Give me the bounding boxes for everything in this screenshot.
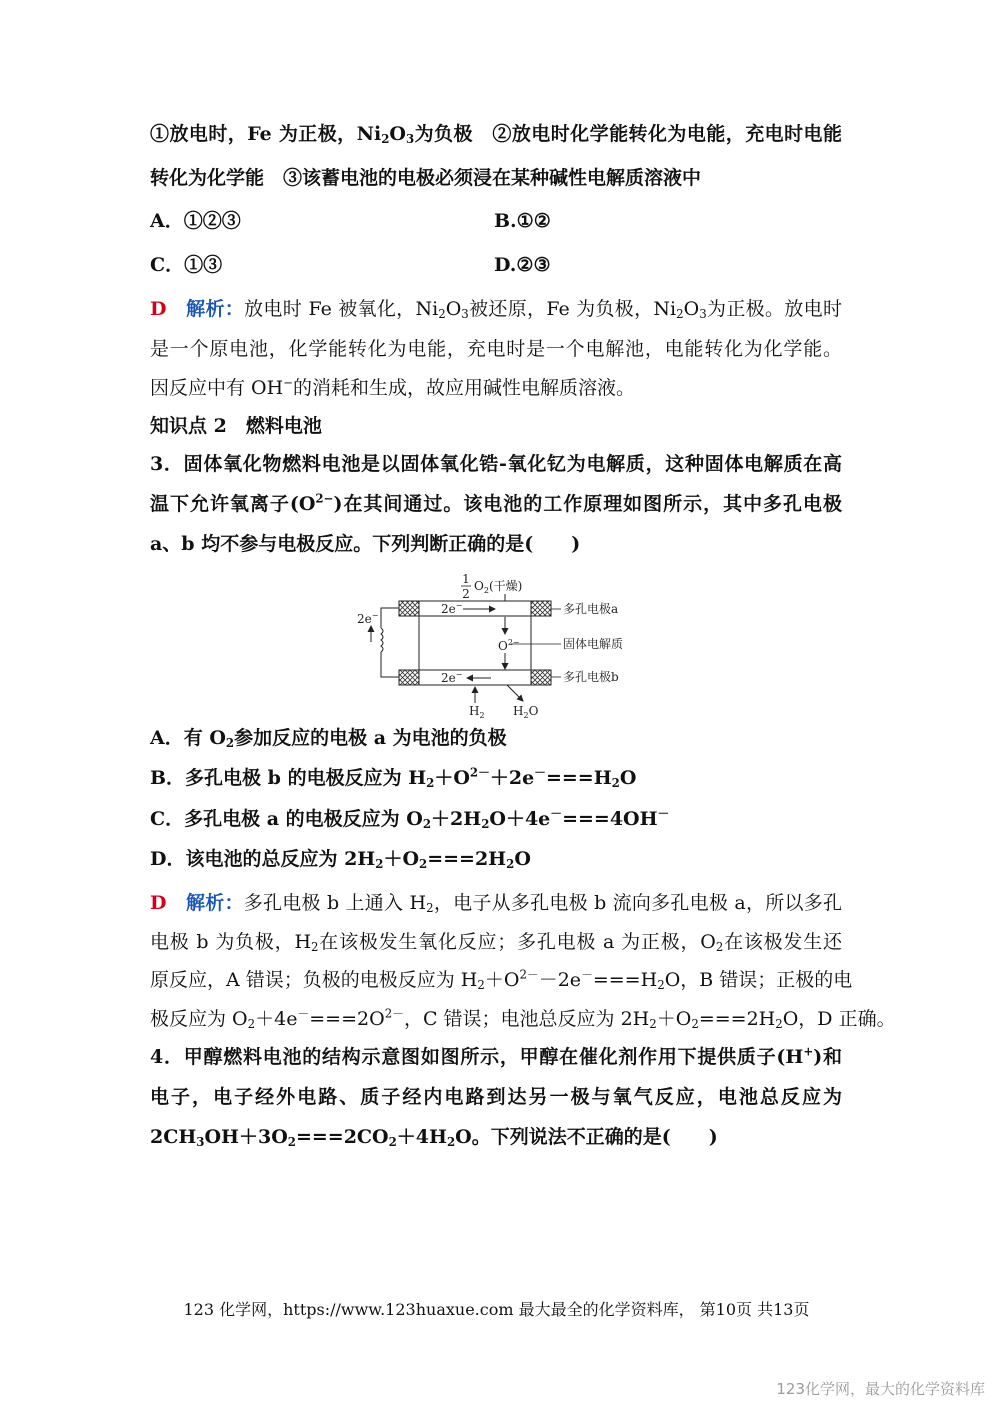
q2-options-row2 bbox=[150, 252, 842, 278]
page-footer: 123 化学网，https://www.123huaxue.com 最大最全的化学资料库， 第10页 共13页 bbox=[183, 1300, 810, 1319]
h2o-label: $H_2O$ bbox=[513, 704, 539, 720]
top-fraction-numerator: 1 bbox=[462, 572, 470, 586]
q2-option-d: D.②③ bbox=[494, 254, 551, 276]
q4-stem-line2: 电子，电子经外电路、质子经内电路到达另一极与氧气反应，电池总反应为 bbox=[150, 1086, 842, 1108]
q3-stem-line1: 3．固体氧化物燃料电池是以固体氧化锆-氧化钇为电解质，这种固体电解质在高 bbox=[150, 453, 842, 475]
electrode-b-left-block bbox=[399, 670, 419, 685]
q2-explanation-line2: 是一个原电池，化学能转化为电能，充电时是一个电解池，电能转化为化学能。 bbox=[150, 338, 842, 360]
q2-option-b: B.①② bbox=[494, 210, 551, 232]
q2-option-a: A．①②③ bbox=[150, 210, 241, 232]
q3-explanation-line2: 电极 b 为负极，$H_2$在该极发生氧化反应；多孔电极 a 为正极，$O_2$在该极发生还 bbox=[150, 931, 842, 954]
q3-explanation-line3: 原反应，A 错误；负极的电极反应为 $H_2+O^{2-}-2e^-===H_2O$，B 错误；正极的电 bbox=[150, 967, 853, 992]
electron-external-label: 2e− bbox=[357, 611, 379, 626]
q3-option-a: A．有 $O_2$参加反应的电极 a 为电池的负极 bbox=[150, 727, 507, 750]
q2-options-row1 bbox=[150, 208, 842, 234]
q2-statement-line2: 转化为化学能 ③该蓄电池的电极必须浸在某种碱性电解质溶液中 bbox=[150, 167, 702, 189]
electron-top-label: 2e− bbox=[441, 601, 463, 616]
watermark: 123化学网，最大的化学资料库 bbox=[776, 1380, 985, 1398]
oxide-ion-label: $O^{2-}$ bbox=[498, 638, 520, 653]
electrode-a-right-block bbox=[531, 601, 551, 616]
external-wire-bottom bbox=[381, 652, 399, 677]
q3-answer: D bbox=[150, 892, 167, 914]
h2o-outflow-arrow bbox=[507, 685, 523, 701]
q3-option-b: B．多孔电极 b 的电极反应为 $H_2+O^{2-}+2e^-===H_2O$ bbox=[150, 765, 637, 790]
q3-explanation-label: 解析： bbox=[186, 892, 244, 914]
section-heading: 知识点 2 燃料电池 bbox=[150, 415, 322, 437]
q3-explanation-line4: 极反应为 $O_2+4e^-===2O^{2-}$，C 错误；电池总反应为 $2H_2+O_2===2H_2O$，D 正确。 bbox=[150, 1006, 896, 1031]
fuel-cell-diagram bbox=[355, 570, 655, 720]
top-o2-label: $O_2$(干燥) bbox=[474, 579, 523, 595]
load-resistor bbox=[381, 628, 383, 652]
q3-option-c: C．多孔电极 a 的电极反应为 $O_2+2H_2O+4e^-===4OH^-$ bbox=[150, 806, 670, 831]
q3-option-d: D．该电池的总反应为 $2H_2+O_2===2H_2O$ bbox=[150, 848, 531, 871]
label-electrolyte: 固体电解质 bbox=[563, 637, 624, 651]
q2-explanation-label: 解析： bbox=[186, 298, 245, 320]
q2-statement-line1: ①放电时，Fe 为正极，$Ni_2O_3$为负极 ②放电时化学能转化为电能，充电时电能 bbox=[150, 123, 842, 146]
q2-explanation-line1: D 解析：放电时 Fe 被氧化，$Ni_2O_3$被还原，Fe 为负极，$Ni_2O_3$为正极。放电时 bbox=[150, 298, 842, 321]
top-fraction-denominator: 2 bbox=[462, 587, 470, 601]
q4-stem-line1: 4．甲醇燃料电池的结构示意图如图所示，甲醇在催化剂作用下提供质子(H+)和 bbox=[150, 1044, 842, 1068]
external-wire-top bbox=[381, 608, 399, 628]
q4-stem-line3: $2CH_3OH+3O_2===2CO_2+4H_2O$。下列说法不正确的是( ) bbox=[150, 1126, 718, 1149]
electrode-b-right-block bbox=[531, 670, 551, 685]
label-electrode-a: 多孔电极a bbox=[563, 602, 619, 616]
h2-label: $H_2$ bbox=[469, 704, 485, 720]
q2-explanation-line3: 因反应中有 OH−的消耗和生成，故应用碱性电解质溶液。 bbox=[150, 375, 636, 399]
q2-option-c: C．①③ bbox=[150, 254, 223, 276]
electron-bottom-label: 2e− bbox=[441, 670, 463, 685]
q3-explanation-line1: D 解析：多孔电极 b 上通入 $H_2$，电子从多孔电极 b 流向多孔电极 a，所以多孔 bbox=[150, 892, 842, 915]
electrode-a-left-block bbox=[399, 601, 419, 616]
q2-answer: D bbox=[150, 298, 167, 320]
q3-stem-line3: a、b 均不参与电极反应。下列判断正确的是( ) bbox=[150, 533, 581, 555]
label-electrode-b: 多孔电极b bbox=[563, 670, 619, 684]
q3-stem-line2: 温下允许氧离子$(O^{2-})$在其间通过。该电池的工作原理如图所示，其中多孔电极 bbox=[150, 491, 842, 515]
